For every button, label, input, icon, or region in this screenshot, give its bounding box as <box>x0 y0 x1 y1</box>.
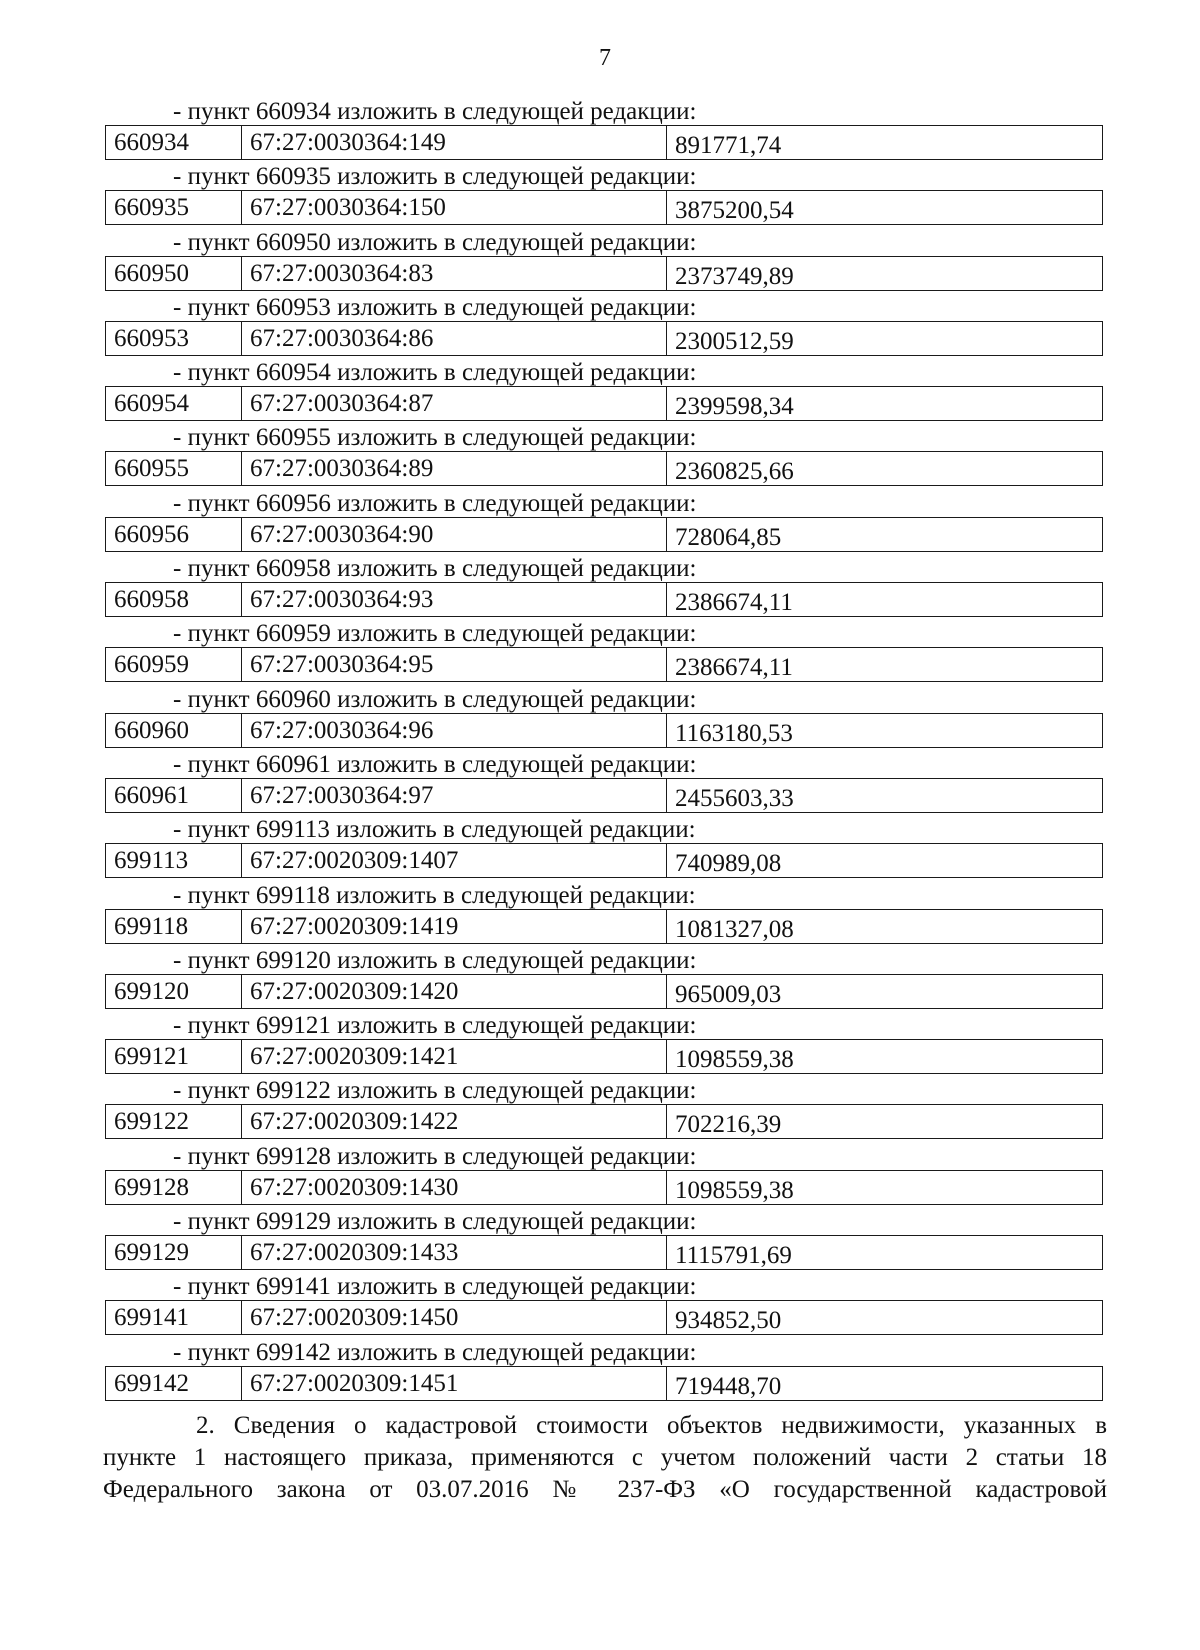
item-number-cell: 699142 <box>106 1367 242 1400</box>
amendment-entry <box>105 95 1105 160</box>
cadastral-number-cell: 67:27:0020309:1430 <box>242 1171 667 1204</box>
item-number-cell: 660954 <box>106 387 242 420</box>
cadastral-value-cell: 1098559,38 <box>675 1046 794 1074</box>
amendment-entry <box>105 291 1105 356</box>
amendment-heading: - пункт 660959 изложить в следующей редакции: <box>173 620 697 648</box>
amendment-heading: - пункт 699122 изложить в следующей редакции: <box>173 1077 697 1105</box>
table-row <box>105 256 1103 291</box>
amendment-entry <box>105 160 1105 225</box>
item-number-cell: 660950 <box>106 257 242 290</box>
amendment-entry <box>105 944 1105 1009</box>
amendment-heading: - пункт 660954 изложить в следующей редакции: <box>173 359 697 387</box>
cadastral-value-cell: 702216,39 <box>675 1111 782 1139</box>
table-row <box>105 713 1103 748</box>
cadastral-number-cell: 67:27:0030364:93 <box>242 583 667 616</box>
table-row <box>105 1300 1103 1335</box>
cadastral-value-cell: 891771,74 <box>675 132 782 159</box>
cadastral-number-cell: 67:27:0020309:1407 <box>242 844 667 877</box>
cadastral-number-cell: 67:27:0020309:1421 <box>242 1040 667 1073</box>
amendment-entry <box>105 1009 1105 1074</box>
cadastral-number-cell: 67:27:0030364:150 <box>242 191 667 224</box>
amendment-heading: - пункт 660950 изложить в следующей редакции: <box>173 228 697 256</box>
cadastral-value-cell: 1098559,38 <box>675 1176 794 1204</box>
cadastral-value-cell: 1081327,08 <box>675 915 794 943</box>
item-number-cell: 699141 <box>106 1301 242 1334</box>
cadastral-number-cell: 67:27:0020309:1451 <box>242 1367 667 1400</box>
amendment-heading: - пункт 660961 изложить в следующей редакции: <box>173 750 697 778</box>
table-row <box>105 125 1103 160</box>
amendment-entry <box>105 226 1105 291</box>
item-number-cell: 699122 <box>106 1105 242 1138</box>
page-number: 7 <box>599 45 611 71</box>
cadastral-value-cell: 1115791,69 <box>675 1242 792 1270</box>
item-number-cell: 699121 <box>106 1040 242 1073</box>
cadastral-value-cell: 934852,50 <box>675 1307 782 1335</box>
item-number-cell: 660959 <box>106 648 242 681</box>
amendment-entry <box>105 1336 1105 1401</box>
amendment-entry <box>105 748 1105 813</box>
cadastral-value-cell: 2386674,11 <box>675 589 793 617</box>
amendment-heading: - пункт 660934 изложить в следующей редакции: <box>173 98 697 125</box>
cadastral-value-cell: 2455603,33 <box>675 784 794 812</box>
amendment-heading: - пункт 660955 изложить в следующей редакции: <box>173 424 697 452</box>
amendment-heading: - пункт 699113 изложить в следующей редакции: <box>173 816 696 844</box>
cadastral-value-cell: 3875200,54 <box>675 197 794 225</box>
item-number-cell: 699128 <box>106 1171 242 1204</box>
item-number-cell: 660934 <box>106 126 242 159</box>
amendment-entry <box>105 617 1105 682</box>
item-number-cell: 699118 <box>106 910 242 943</box>
cadastral-number-cell: 67:27:0020309:1422 <box>242 1105 667 1138</box>
table-row <box>105 517 1103 552</box>
amendment-heading: - пункт 660960 изложить в следующей редакции: <box>173 685 697 713</box>
amendment-entry <box>105 879 1105 944</box>
cadastral-value-cell: 2360825,66 <box>675 458 794 486</box>
cadastral-number-cell: 67:27:0030364:87 <box>242 387 667 420</box>
item-number-cell: 699129 <box>106 1236 242 1269</box>
item-number-cell: 699120 <box>106 975 242 1008</box>
cadastral-value-cell: 2399598,34 <box>675 393 794 421</box>
amendment-entry <box>105 552 1105 617</box>
amendment-heading: - пункт 699142 изложить в следующей редакции: <box>173 1338 697 1366</box>
cadastral-value-cell: 2386674,11 <box>675 654 793 682</box>
item-number-cell: 660935 <box>106 191 242 224</box>
amendment-entry <box>105 813 1105 878</box>
paragraph-line: пункте 1 настоящего приказа, применяются с учетом положений части 2 статьи 18 <box>103 1444 1107 1471</box>
amendment-heading: - пункт 660956 изложить в следующей редакции: <box>173 489 697 517</box>
cadastral-number-cell: 67:27:0030364:95 <box>242 648 667 681</box>
item-number-cell: 660956 <box>106 518 242 551</box>
table-row <box>105 647 1103 682</box>
amendment-heading: - пункт 660953 изложить в следующей редакции: <box>173 293 697 321</box>
cadastral-value-cell: 965009,03 <box>675 980 782 1008</box>
closing-paragraph <box>103 1410 1107 1506</box>
item-number-cell: 699113 <box>106 844 242 877</box>
cadastral-number-cell: 67:27:0030364:86 <box>242 322 667 355</box>
cadastral-number-cell: 67:27:0030364:97 <box>242 779 667 812</box>
cadastral-value-cell: 719448,70 <box>675 1372 782 1400</box>
cadastral-number-cell: 67:27:0020309:1450 <box>242 1301 667 1334</box>
table-row <box>105 1366 1103 1401</box>
item-number-cell: 660960 <box>106 714 242 747</box>
cadastral-number-cell: 67:27:0020309:1420 <box>242 975 667 1008</box>
table-row <box>105 778 1103 813</box>
amendment-entry <box>105 1270 1105 1335</box>
amendment-entry <box>105 421 1105 486</box>
item-number-cell: 660961 <box>106 779 242 812</box>
amendment-entry <box>105 683 1105 748</box>
amendment-entry <box>105 1205 1105 1270</box>
amendment-heading: - пункт 699128 изложить в следующей редакции: <box>173 1142 697 1170</box>
paragraph-line: 2. Сведения о кадастровой стоимости объектов недвижимости, указанных в <box>196 1412 1107 1439</box>
amendment-entry <box>105 356 1105 421</box>
item-number-cell: 660953 <box>106 322 242 355</box>
cadastral-value-cell: 2373749,89 <box>675 262 794 290</box>
cadastral-value-cell: 1163180,53 <box>675 719 793 747</box>
amendment-heading: - пункт 699141 изложить в следующей редакции: <box>173 1273 697 1301</box>
table-row <box>105 1235 1103 1270</box>
cadastral-number-cell: 67:27:0020309:1433 <box>242 1236 667 1269</box>
cadastral-number-cell: 67:27:0030364:83 <box>242 257 667 290</box>
cadastral-value-cell: 740989,08 <box>675 850 782 878</box>
cadastral-value-cell: 2300512,59 <box>675 327 794 355</box>
cadastral-number-cell: 67:27:0020309:1419 <box>242 910 667 943</box>
cadastral-number-cell: 67:27:0030364:96 <box>242 714 667 747</box>
cadastral-value-cell: 728064,85 <box>675 523 782 551</box>
amendment-heading: - пункт 699118 изложить в следующей редакции: <box>173 881 696 909</box>
amendment-entry <box>105 487 1105 552</box>
amendment-list <box>105 95 1105 1401</box>
amendment-heading: - пункт 660958 изложить в следующей редакции: <box>173 555 697 583</box>
amendment-entry <box>105 1074 1105 1139</box>
table-row <box>105 1104 1103 1139</box>
amendment-heading: - пункт 699129 изложить в следующей редакции: <box>173 1208 697 1236</box>
table-row <box>105 1170 1103 1205</box>
table-row <box>105 190 1103 225</box>
item-number-cell: 660955 <box>106 452 242 485</box>
table-row <box>105 909 1103 944</box>
amendment-heading: - пункт 699121 изложить в следующей редакции: <box>173 1012 697 1040</box>
amendment-heading: - пункт 699120 изложить в следующей редакции: <box>173 946 697 974</box>
amendment-entry <box>105 1140 1105 1205</box>
item-number-cell: 660958 <box>106 583 242 616</box>
table-row <box>105 1039 1103 1074</box>
amendment-heading: - пункт 660935 изложить в следующей редакции: <box>173 163 697 191</box>
cadastral-number-cell: 67:27:0030364:90 <box>242 518 667 551</box>
paragraph-line: Федерального закона от 03.07.2016 № 237-ФЗ «О государственной кадастровой <box>103 1476 1107 1503</box>
cadastral-number-cell: 67:27:0030364:89 <box>242 452 667 485</box>
table-row <box>105 386 1103 421</box>
cadastral-number-cell: 67:27:0030364:149 <box>242 126 667 159</box>
table-row <box>105 974 1103 1009</box>
table-row <box>105 582 1103 617</box>
table-row <box>105 451 1103 486</box>
table-row <box>105 843 1103 878</box>
table-row <box>105 321 1103 356</box>
